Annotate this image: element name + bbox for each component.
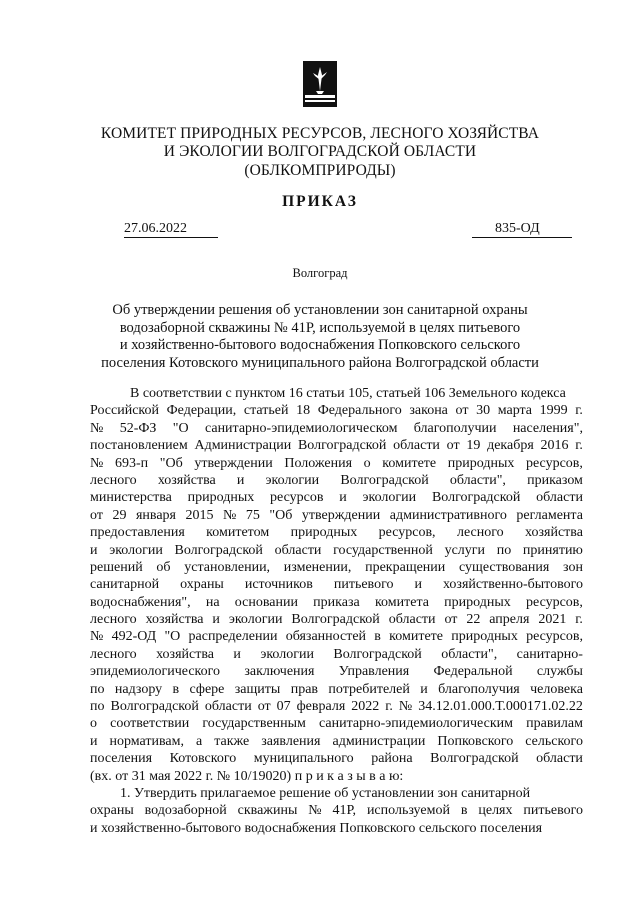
body-line: и экологии Волгоградской области государственной услуги по принятию <box>90 542 583 558</box>
subject-line: и хозяйственно-бытового водоснабжения Попковского сельского <box>119 337 521 354</box>
coat-of-arms-icon <box>303 61 337 107</box>
subject-line: поселения Котовского муниципального района Волгоградской области <box>101 354 539 371</box>
body-line: и хозяйственно-бытового водоснабжения Попковского сельского поселения <box>90 820 543 836</box>
body-line: 1. Утвердить прилагаемое решение об установлении зон санитарной <box>120 785 531 801</box>
body-line: предоставления комитетом природных ресурсов, лесного хозяйства <box>90 525 583 541</box>
body-line: лесного хозяйства и экологии Волгоградской области", приказом <box>90 472 583 488</box>
body-line: № 52-ФЗ "О санитарно-эпидемиологическом благополучии населения", <box>90 420 583 436</box>
body-line: о соответствии государственным санитарно-эпидемиологическим правилам <box>90 716 583 732</box>
subject-line: Об утверждении решения об установлении зон санитарной охраны <box>112 302 528 318</box>
body-line: В соответствии с пунктом 16 статьи 105, статьей 106 Земельного кодекса <box>130 386 566 401</box>
document-type: ПРИКАЗ <box>282 193 358 210</box>
body-line: по Волгоградской области от 07 февраля 2022 г. № 34.12.01.000.Т.000171.02.22 <box>90 699 583 715</box>
body-line: министерства природных ресурсов и экологии Волгоградской области <box>90 490 583 506</box>
order-body <box>90 385 583 837</box>
org-name-line-2: И ЭКОЛОГИИ ВОЛГОГРАДСКОЙ ОБЛАСТИ <box>163 143 477 160</box>
body-line: эпидемиологического заключения Управления Федеральной службы <box>90 664 583 680</box>
body-line: постановлением Администрации Волгоградской области от 19 декабря 2016 г. <box>90 438 583 454</box>
body-line: по надзору в сфере защиты прав потребителей и благополучия человека <box>90 681 583 697</box>
body-line: и нормативам, а также заявления администрации Попковского сельского <box>90 733 583 749</box>
subject-line: водозаборной скважины № 41Р, используемой в целях питьевого <box>119 319 521 336</box>
body-line: Российской Федерации, статьей 18 Федерального закона от 30 марта 1999 г. <box>90 403 583 419</box>
body-line: лесного хозяйства и экологии Волгоградской области от 22 апреля 2021 г. <box>90 612 583 628</box>
body-line: № 492-ОД "О распределении обязанностей в комитете природных ресурсов, <box>90 629 583 645</box>
body-line: № 693-п "Об утверждении Положения о комитете природных ресурсов, <box>90 455 583 471</box>
body-line: (вх. от 31 мая 2022 г. № 10/19020) п р и к а з ы в а ю: <box>90 768 404 784</box>
date-underline <box>124 237 218 238</box>
body-line: поселения Котовского муниципального района Волгоградской области <box>90 751 583 767</box>
body-line: охраны водозаборной скважины № 41Р, используемой в целях питьевого <box>90 803 583 819</box>
order-date: 27.06.2022 <box>124 221 187 236</box>
number-underline <box>472 237 572 238</box>
city: Волгоград <box>292 266 348 280</box>
body-line: санитарной охраны источников питьевого и хозяйственно-бытового <box>90 577 583 593</box>
order-subject <box>0 302 640 372</box>
org-name-line-1: КОМИТЕТ ПРИРОДНЫХ РЕСУРСОВ, ЛЕСНОГО ХОЗЯЙСТВА <box>100 125 540 142</box>
order-number: 835-ОД <box>495 221 540 236</box>
body-line: решений об установлении, изменении, прекращении существования зон <box>90 559 583 575</box>
body-line: лесного хозяйства и экологии Волгоградской области", санитарно- <box>90 646 583 662</box>
body-line: от 29 января 2015 № 75 "Об утверждении административного регламента <box>90 507 583 523</box>
org-name-short: (ОБЛКОМПРИРОДЫ) <box>244 162 396 179</box>
body-line: водоснабжения", на основании приказа комитета природных ресурсов, <box>90 594 583 610</box>
